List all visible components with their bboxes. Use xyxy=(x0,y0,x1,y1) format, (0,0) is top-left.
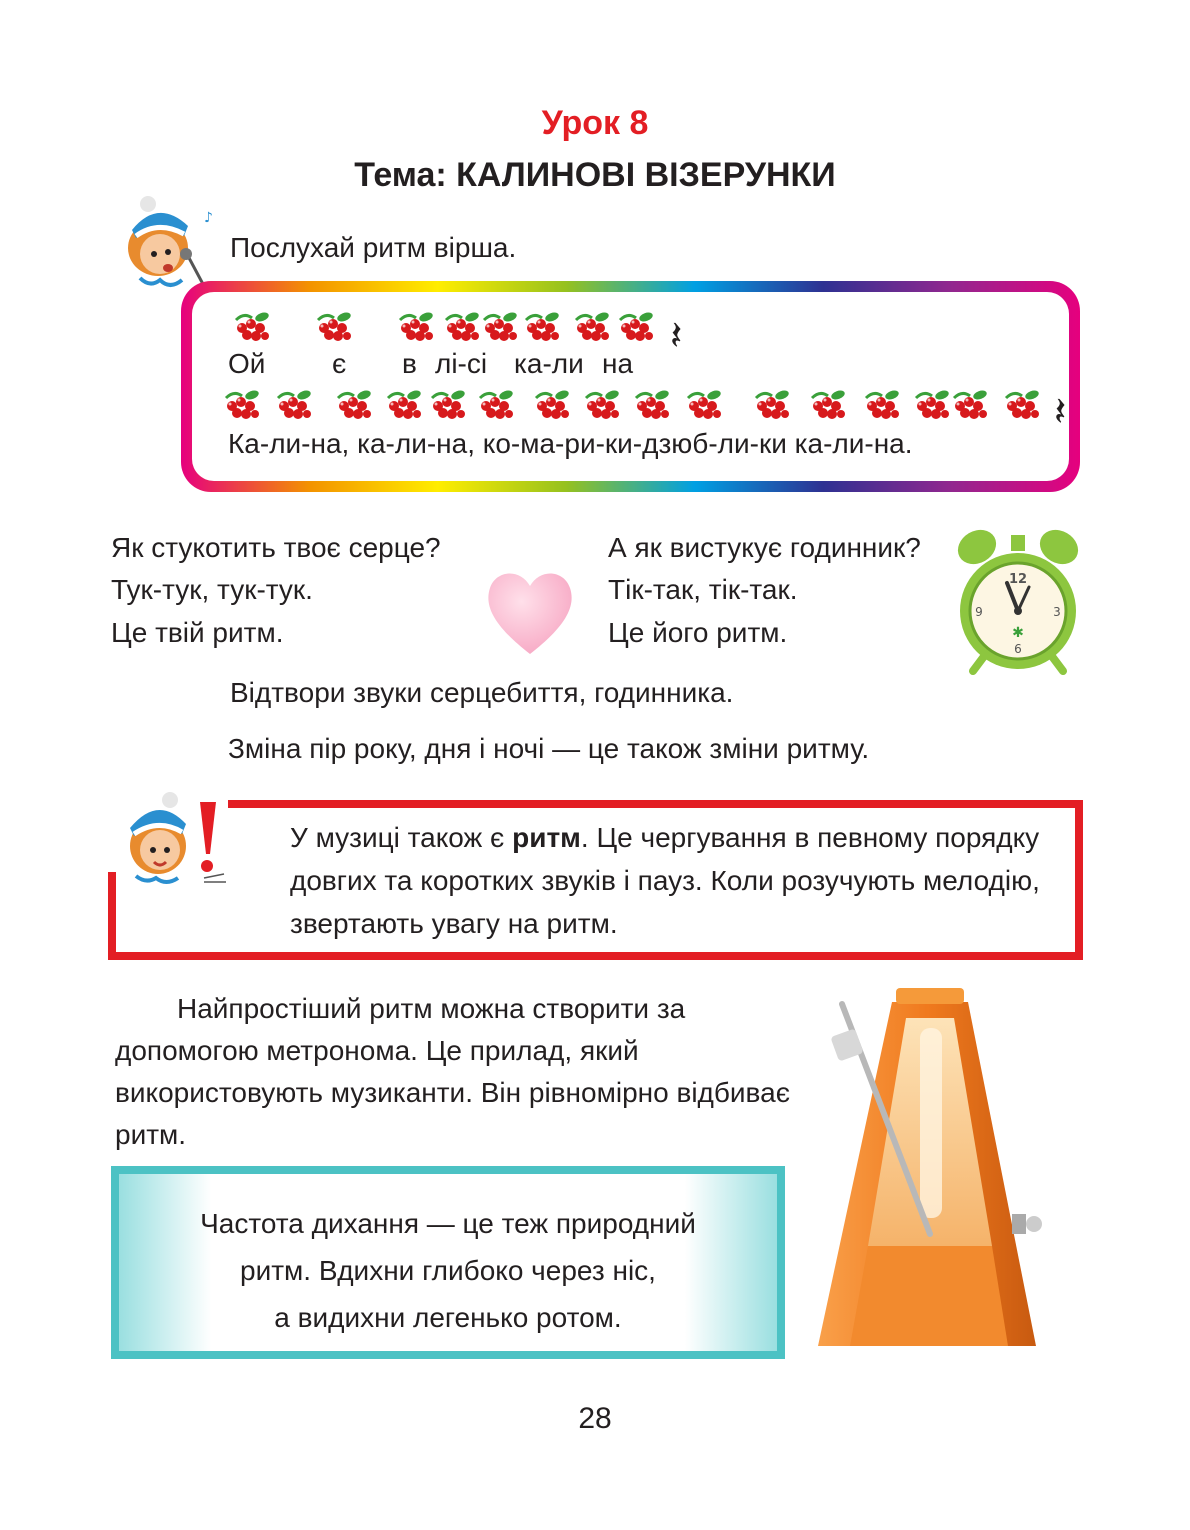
viburnum-berry-icon xyxy=(808,388,848,422)
viburnum-berry-icon xyxy=(632,388,672,422)
syllable: лі-сі xyxy=(435,348,488,379)
viburnum-berry-icon xyxy=(274,388,314,422)
alarm-clock-icon xyxy=(955,525,1081,675)
quarter-rest-icon: 𝄽 xyxy=(1054,389,1067,435)
rhythm-frame xyxy=(181,281,1080,492)
page-number: 28 xyxy=(578,1402,612,1435)
clock-number: 9 xyxy=(975,605,983,619)
lesson-number: Урок 8 xyxy=(541,104,649,142)
lesson-topic: Тема: КАЛИНОВІ ВІЗЕРУНКИ xyxy=(354,156,836,194)
rule-text: У музиці також є ритм. Це чергування в певному порядку довгих та коротких звуків і пауз. Коли розучують мелодію, звертають увагу на ритм. xyxy=(290,822,1040,939)
viburnum-berry-icon xyxy=(862,388,902,422)
thinking-child-icon xyxy=(120,790,230,886)
svg-text:✱: ✱ xyxy=(1012,625,1024,641)
viburnum-berry-icon xyxy=(1002,388,1042,422)
rhythm-frame-inner xyxy=(192,292,1069,481)
viburnum-berry-icon xyxy=(396,310,436,344)
viburnum-berry-icon xyxy=(232,310,272,344)
clock-number: 12 xyxy=(1008,572,1028,587)
metronome-icon xyxy=(812,984,1050,1350)
viburnum-berry-icon xyxy=(684,388,724,422)
viburnum-berry-icon xyxy=(582,388,622,422)
singing-child-icon xyxy=(118,196,222,292)
viburnum-berry-icon xyxy=(334,388,374,422)
viburnum-berry-icon xyxy=(480,310,520,344)
heart-icon xyxy=(484,566,576,658)
viburnum-berry-icon xyxy=(428,388,468,422)
viburnum-berry-icon xyxy=(532,388,572,422)
viburnum-berry-icon xyxy=(442,310,482,344)
task-seasons: Зміна пір року, дня і ночі — це також зміни ритму. xyxy=(228,733,870,764)
breathing-text: Частота дихання — це теж природний ритм. Вдихни глибоко через ніс, а видихни легенько ротом. xyxy=(200,1208,696,1333)
viburnum-berry-icon xyxy=(522,310,562,344)
viburnum-berry-icon xyxy=(314,310,354,344)
rhythm-line-2: Ка-ли-на, ка-ли-на, ко-ма-ри-ки-дзюб-ли-ки ка-ли-на. xyxy=(228,428,913,459)
syllable: на xyxy=(602,348,634,379)
syllable: Ой xyxy=(228,348,266,379)
viburnum-berry-icon xyxy=(752,388,792,422)
syllable: в xyxy=(402,348,417,379)
heart-conclusion: Це твій ритм. xyxy=(111,617,284,648)
intro-text: Послухай ритм вірша. xyxy=(230,232,517,263)
metronome-paragraph: Найпростіший ритм можна створити за допомогою метронома. Це прилад, який використовують музиканти. Він рівномірно відбиває ритм. xyxy=(115,993,790,1150)
task-reproduce: Відтвори звуки серцебиття, годинника. xyxy=(230,677,734,708)
syllable: є xyxy=(332,348,347,379)
viburnum-berry-icon xyxy=(384,388,424,422)
clock-question: А як вистукує годинник? xyxy=(608,532,921,563)
rule-keyword: ритм xyxy=(512,822,581,853)
viburnum-berry-icon xyxy=(476,388,516,422)
viburnum-berry-icon xyxy=(222,388,262,422)
heart-answer: Тук-тук, тук-тук. xyxy=(111,574,313,605)
heart-question: Як стукотить твоє серце? xyxy=(111,532,441,563)
viburnum-berry-icon xyxy=(572,310,612,344)
clock-number: 3 xyxy=(1053,605,1061,619)
viburnum-berry-icon xyxy=(616,310,656,344)
viburnum-berry-icon xyxy=(950,388,990,422)
clock-conclusion: Це його ритм. xyxy=(608,617,788,648)
clock-number: 6 xyxy=(1014,642,1022,656)
viburnum-berry-icon xyxy=(912,388,952,422)
syllable: ка-ли xyxy=(514,348,584,379)
svg-text:♪: ♪ xyxy=(204,210,213,226)
quarter-rest-icon: 𝄽 xyxy=(670,313,683,359)
clock-answer: Тік-так, тік-так. xyxy=(608,574,798,605)
